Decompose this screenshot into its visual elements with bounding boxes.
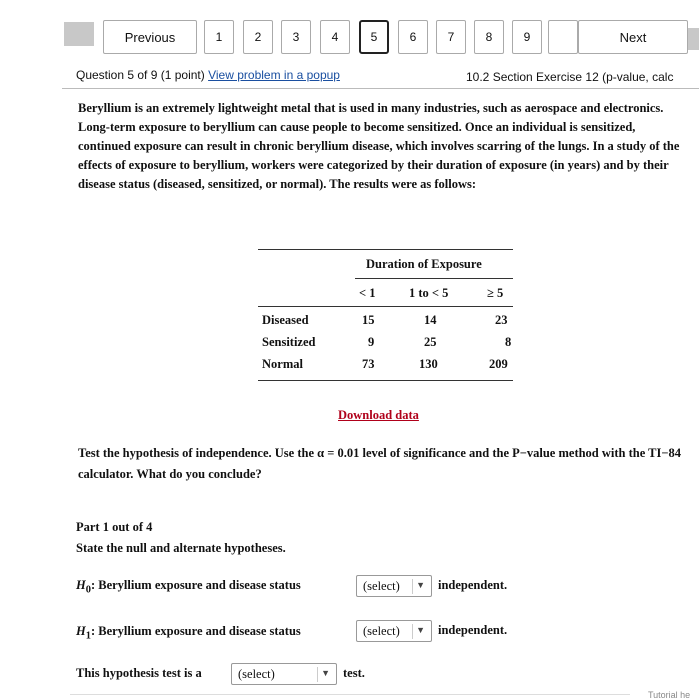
table-title: Duration of Exposure — [366, 257, 482, 271]
page-button-7[interactable]: 7 — [436, 20, 466, 54]
h1-text: : Beryllium exposure and disease status — [90, 624, 301, 638]
row-label: Normal — [262, 357, 303, 371]
previous-button[interactable]: Previous — [103, 20, 197, 54]
alternate-hypothesis-row — [76, 624, 301, 642]
question-prompt: Test the hypothesis of independence. Use the α = 0.01 level of significance and the P−value method with the TI−84 calculator. What do you conclude? — [78, 446, 682, 481]
h0-select[interactable] — [356, 575, 432, 597]
h1-select[interactable] — [356, 620, 432, 642]
h0-suffix: independent. — [438, 578, 508, 592]
footer-divider — [70, 694, 630, 695]
chevron-down-icon: ▼ — [416, 625, 425, 635]
question-navigation — [0, 0, 699, 58]
next-arrow-icon[interactable] — [688, 28, 699, 50]
table-cell: 15 — [362, 313, 375, 327]
download-data-link[interactable]: Download data — [338, 408, 419, 422]
previous-arrow-icon[interactable] — [64, 22, 94, 46]
h1-select-value: (select) — [363, 624, 400, 638]
h0-label: H — [76, 578, 86, 592]
column-header: < 1 — [359, 286, 376, 300]
table-bottom-rule — [258, 380, 513, 381]
h1-label: H — [76, 624, 86, 638]
part-instruction: State the null and alternate hypotheses. — [76, 541, 286, 555]
header-divider — [62, 88, 699, 89]
table-cell: 209 — [489, 357, 508, 371]
page-button-2[interactable]: 2 — [243, 20, 273, 54]
h0-select-value: (select) — [363, 579, 400, 593]
h0-subscript: 0 — [85, 584, 91, 596]
select-separator — [412, 624, 413, 639]
test-type-prefix: This hypothesis test is a — [76, 666, 202, 680]
next-button[interactable]: Next — [578, 20, 688, 54]
h1-subscript: 1 — [85, 630, 91, 642]
column-header: ≥ 5 — [487, 286, 504, 300]
chevron-down-icon: ▼ — [321, 668, 330, 678]
null-hypothesis-row — [76, 578, 301, 596]
table-cell: 25 — [424, 335, 437, 349]
chevron-down-icon: ▼ — [416, 580, 425, 590]
page-button-8[interactable]: 8 — [474, 20, 504, 54]
table-cell: 130 — [419, 357, 438, 371]
problem-text: Beryllium is an extremely lightweight metal that is used in many industries, such as aerospace and electronics. Long-term exposure to beryllium can cause people to become sensitized. Once an individual is sensitized, continued exposure can result in chronic beryllium disease, which involves scarring of the lungs. In a study of the effects of exposure to beryllium, workers were categorized by their duration of exposure (in years) and by their disease status (diseased, sensitized, or normal). The results were as follows: — [78, 101, 680, 191]
page-button-6[interactable]: 6 — [398, 20, 428, 54]
column-header: 1 to < 5 — [409, 286, 449, 300]
h0-text: : Beryllium exposure and disease status — [90, 578, 301, 592]
page-button-blank — [548, 20, 578, 54]
select-separator — [412, 579, 413, 594]
h1-suffix: independent. — [438, 623, 508, 637]
row-label: Sensitized — [262, 335, 316, 349]
question-number: Question 5 of 9 (1 point) — [76, 68, 205, 82]
question-header — [76, 68, 340, 82]
table-cell: 23 — [495, 313, 508, 327]
section-label: 10.2 Section Exercise 12 (p-value, calc — [466, 70, 674, 84]
table-cell: 73 — [362, 357, 375, 371]
test-type-select-value: (select) — [238, 667, 275, 681]
page-button-5[interactable]: 5 — [359, 20, 389, 54]
tutorial-help-link[interactable]: Tutorial he — [648, 690, 691, 700]
popup-link[interactable]: View problem in a popup — [208, 68, 340, 82]
page-button-9[interactable]: 9 — [512, 20, 542, 54]
page-button-3[interactable]: 3 — [281, 20, 311, 54]
table-top-rule — [258, 249, 513, 250]
test-type-select[interactable] — [231, 663, 337, 685]
table-cell: 14 — [424, 313, 437, 327]
table-header-rule — [258, 306, 513, 307]
table-cell: 9 — [368, 335, 375, 349]
page-button-4[interactable]: 4 — [320, 20, 350, 54]
test-type-suffix: test. — [343, 666, 365, 680]
row-label: Diseased — [262, 313, 309, 327]
page-button-1[interactable]: 1 — [204, 20, 234, 54]
select-separator — [317, 667, 318, 682]
part-title: Part 1 out of 4 — [76, 520, 153, 534]
table-cell: 8 — [505, 335, 512, 349]
table-title-rule — [355, 278, 513, 279]
part-heading — [76, 517, 286, 559]
